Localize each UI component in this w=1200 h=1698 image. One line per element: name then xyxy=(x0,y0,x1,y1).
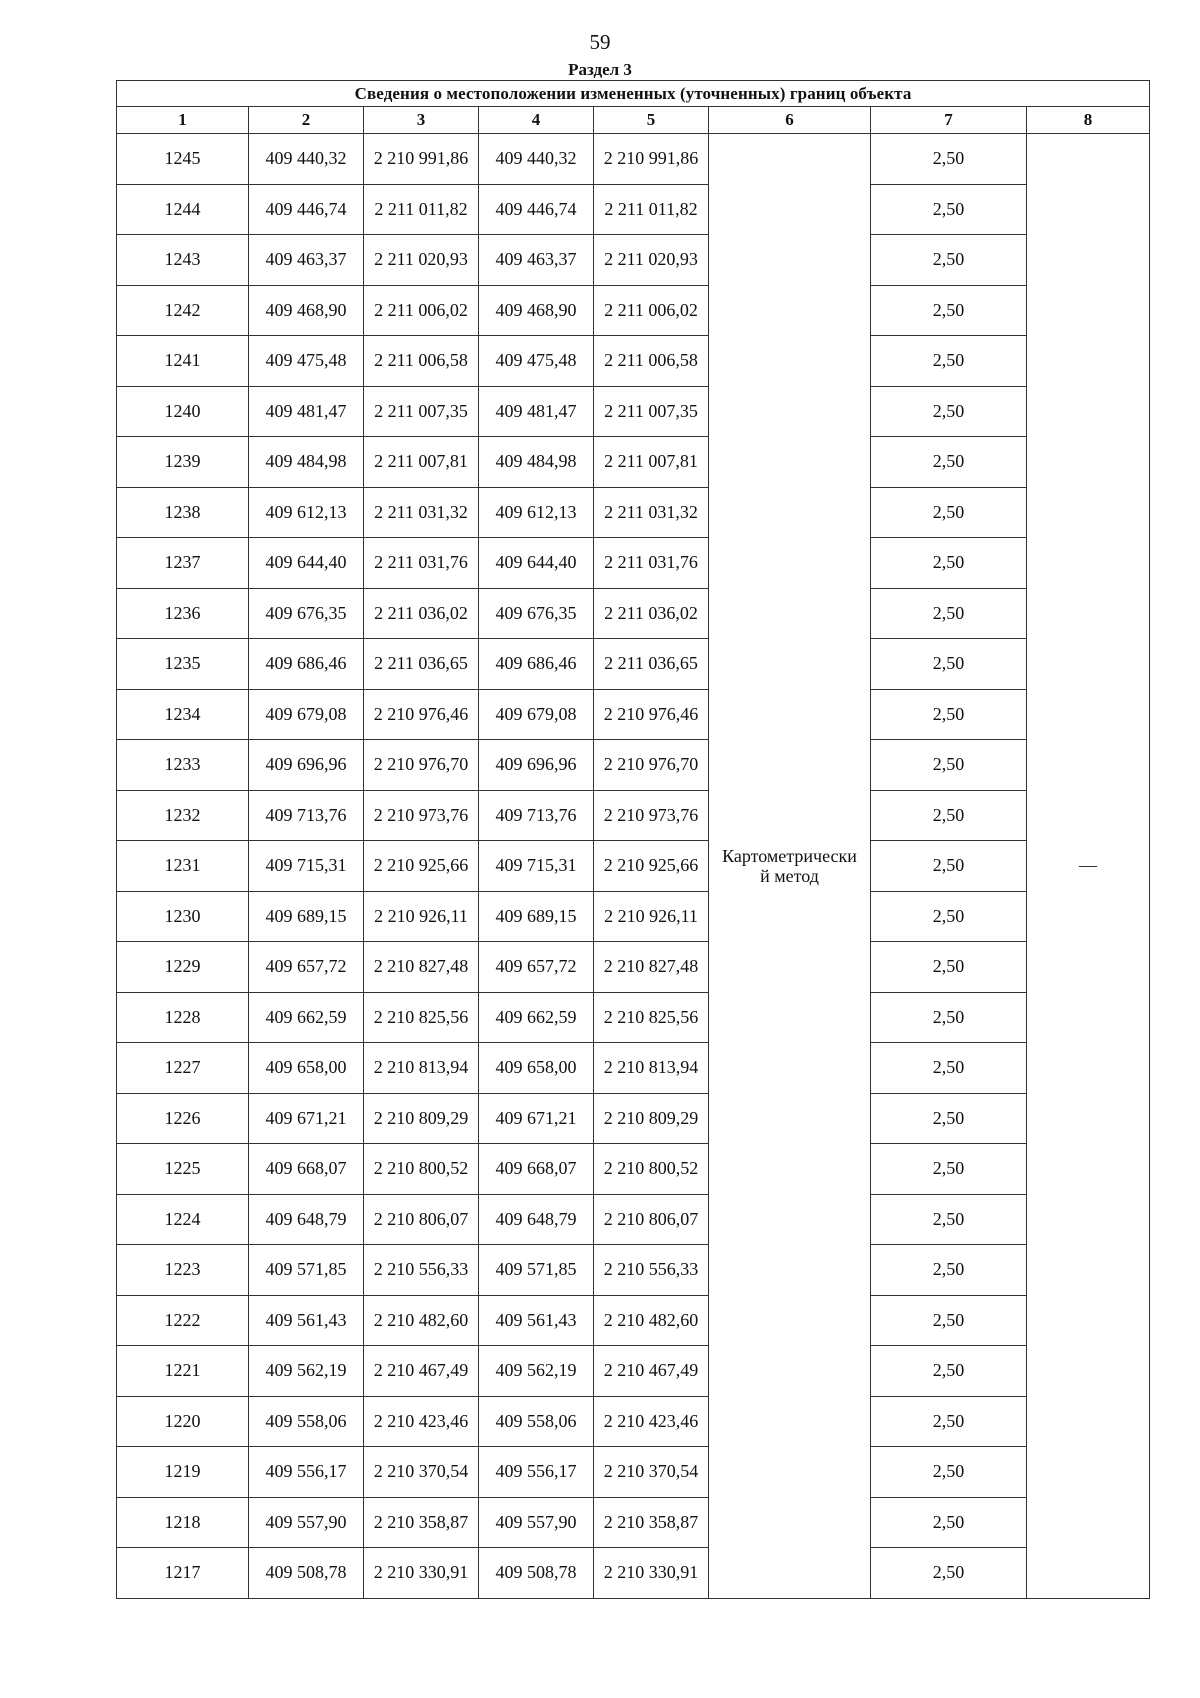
x-old-cell: 409 612,13 xyxy=(249,487,364,538)
y-old-cell: 2 211 011,82 xyxy=(364,184,479,235)
point-number-cell: 1242 xyxy=(117,285,249,336)
x-new-cell: 409 657,72 xyxy=(479,942,594,993)
x-new-cell: 409 713,76 xyxy=(479,790,594,841)
y-old-cell: 2 210 467,49 xyxy=(364,1346,479,1397)
table-row xyxy=(117,891,1150,942)
y-new-cell: 2 211 020,93 xyxy=(594,235,709,286)
y-new-cell: 2 211 006,02 xyxy=(594,285,709,336)
point-number-cell: 1234 xyxy=(117,689,249,740)
section-title: Раздел 3 xyxy=(568,60,632,79)
table-row xyxy=(117,134,1150,185)
x-old-cell: 409 562,19 xyxy=(249,1346,364,1397)
y-old-cell: 2 210 358,87 xyxy=(364,1497,479,1548)
accuracy-cell: 2,50 xyxy=(871,841,1027,892)
table-row xyxy=(117,1447,1150,1498)
y-old-cell: 2 211 031,32 xyxy=(364,487,479,538)
x-old-cell: 409 644,40 xyxy=(249,538,364,589)
point-number-cell: 1221 xyxy=(117,1346,249,1397)
point-number-cell: 1235 xyxy=(117,639,249,690)
y-old-cell: 2 211 036,65 xyxy=(364,639,479,690)
y-old-cell: 2 210 827,48 xyxy=(364,942,479,993)
x-new-cell: 409 562,19 xyxy=(479,1346,594,1397)
table-row xyxy=(117,740,1150,791)
point-number-cell: 1239 xyxy=(117,437,249,488)
y-old-cell: 2 210 809,29 xyxy=(364,1093,479,1144)
table-row xyxy=(117,689,1150,740)
point-number-cell: 1236 xyxy=(117,588,249,639)
x-new-cell: 409 557,90 xyxy=(479,1497,594,1548)
table-row xyxy=(117,336,1150,387)
y-new-cell: 2 210 976,70 xyxy=(594,740,709,791)
accuracy-cell: 2,50 xyxy=(871,992,1027,1043)
point-number-cell: 1245 xyxy=(117,134,249,185)
x-old-cell: 409 668,07 xyxy=(249,1144,364,1195)
x-old-cell: 409 463,37 xyxy=(249,235,364,286)
accuracy-cell: 2,50 xyxy=(871,942,1027,993)
table-row xyxy=(117,386,1150,437)
point-number-cell: 1232 xyxy=(117,790,249,841)
point-number-cell: 1224 xyxy=(117,1194,249,1245)
accuracy-cell: 2,50 xyxy=(871,336,1027,387)
point-number-cell: 1230 xyxy=(117,891,249,942)
y-old-cell: 2 211 007,35 xyxy=(364,386,479,437)
table-row xyxy=(117,1194,1150,1245)
y-new-cell: 2 210 358,87 xyxy=(594,1497,709,1548)
table-row xyxy=(117,639,1150,690)
column-header: 6 xyxy=(709,107,871,134)
accuracy-cell: 2,50 xyxy=(871,184,1027,235)
table-row xyxy=(117,1093,1150,1144)
y-new-cell: 2 211 036,65 xyxy=(594,639,709,690)
x-new-cell: 409 686,46 xyxy=(479,639,594,690)
x-old-cell: 409 696,96 xyxy=(249,740,364,791)
accuracy-cell: 2,50 xyxy=(871,1043,1027,1094)
y-new-cell: 2 210 827,48 xyxy=(594,942,709,993)
table-row xyxy=(117,1548,1150,1599)
y-old-cell: 2 211 031,76 xyxy=(364,538,479,589)
point-number-cell: 1243 xyxy=(117,235,249,286)
y-new-cell: 2 211 031,76 xyxy=(594,538,709,589)
x-old-cell: 409 648,79 xyxy=(249,1194,364,1245)
point-number-cell: 1217 xyxy=(117,1548,249,1599)
x-old-cell: 409 440,32 xyxy=(249,134,364,185)
y-old-cell: 2 210 926,11 xyxy=(364,891,479,942)
x-old-cell: 409 561,43 xyxy=(249,1295,364,1346)
y-new-cell: 2 210 926,11 xyxy=(594,891,709,942)
x-old-cell: 409 671,21 xyxy=(249,1093,364,1144)
x-old-cell: 409 558,06 xyxy=(249,1396,364,1447)
table-row xyxy=(117,184,1150,235)
x-old-cell: 409 662,59 xyxy=(249,992,364,1043)
x-old-cell: 409 446,74 xyxy=(249,184,364,235)
x-new-cell: 409 671,21 xyxy=(479,1093,594,1144)
column8-cell: — xyxy=(1027,134,1150,1599)
y-old-cell: 2 210 973,76 xyxy=(364,790,479,841)
point-number-cell: 1226 xyxy=(117,1093,249,1144)
x-new-cell: 409 662,59 xyxy=(479,992,594,1043)
point-number-cell: 1218 xyxy=(117,1497,249,1548)
y-new-cell: 2 211 006,58 xyxy=(594,336,709,387)
x-old-cell: 409 686,46 xyxy=(249,639,364,690)
accuracy-cell: 2,50 xyxy=(871,538,1027,589)
point-number-cell: 1241 xyxy=(117,336,249,387)
x-new-cell: 409 481,47 xyxy=(479,386,594,437)
y-old-cell: 2 210 370,54 xyxy=(364,1447,479,1498)
y-old-cell: 2 211 036,02 xyxy=(364,588,479,639)
x-new-cell: 409 571,85 xyxy=(479,1245,594,1296)
x-new-cell: 409 715,31 xyxy=(479,841,594,892)
y-new-cell: 2 210 330,91 xyxy=(594,1548,709,1599)
y-old-cell: 2 210 482,60 xyxy=(364,1295,479,1346)
point-number-cell: 1238 xyxy=(117,487,249,538)
table-row xyxy=(117,487,1150,538)
x-old-cell: 409 468,90 xyxy=(249,285,364,336)
table-row xyxy=(117,588,1150,639)
table-row xyxy=(117,285,1150,336)
x-old-cell: 409 689,15 xyxy=(249,891,364,942)
y-old-cell: 2 210 825,56 xyxy=(364,992,479,1043)
y-old-cell: 2 211 006,02 xyxy=(364,285,479,336)
x-new-cell: 409 676,35 xyxy=(479,588,594,639)
table-row xyxy=(117,1043,1150,1094)
accuracy-cell: 2,50 xyxy=(871,487,1027,538)
x-old-cell: 409 571,85 xyxy=(249,1245,364,1296)
point-number-cell: 1222 xyxy=(117,1295,249,1346)
x-new-cell: 409 612,13 xyxy=(479,487,594,538)
y-new-cell: 2 211 011,82 xyxy=(594,184,709,235)
y-new-cell: 2 210 813,94 xyxy=(594,1043,709,1094)
table-row xyxy=(117,538,1150,589)
x-old-cell: 409 508,78 xyxy=(249,1548,364,1599)
y-old-cell: 2 210 991,86 xyxy=(364,134,479,185)
x-old-cell: 409 556,17 xyxy=(249,1447,364,1498)
point-number-cell: 1233 xyxy=(117,740,249,791)
y-old-cell: 2 210 800,52 xyxy=(364,1144,479,1195)
point-number-cell: 1220 xyxy=(117,1396,249,1447)
accuracy-cell: 2,50 xyxy=(871,689,1027,740)
y-old-cell: 2 210 976,70 xyxy=(364,740,479,791)
column-header: 3 xyxy=(364,107,479,134)
point-number-cell: 1219 xyxy=(117,1447,249,1498)
x-old-cell: 409 475,48 xyxy=(249,336,364,387)
accuracy-cell: 2,50 xyxy=(871,1396,1027,1447)
table-caption: Сведения о местоположении измененных (уточненных) границ объекта xyxy=(117,81,1150,107)
x-new-cell: 409 644,40 xyxy=(479,538,594,589)
x-new-cell: 409 556,17 xyxy=(479,1447,594,1498)
y-new-cell: 2 210 825,56 xyxy=(594,992,709,1043)
table-row xyxy=(117,992,1150,1043)
page-number: 59 xyxy=(589,30,611,54)
point-number-cell: 1225 xyxy=(117,1144,249,1195)
x-new-cell: 409 561,43 xyxy=(479,1295,594,1346)
y-new-cell: 2 210 991,86 xyxy=(594,134,709,185)
y-new-cell: 2 210 976,46 xyxy=(594,689,709,740)
accuracy-cell: 2,50 xyxy=(871,1497,1027,1548)
accuracy-cell: 2,50 xyxy=(871,790,1027,841)
x-new-cell: 409 696,96 xyxy=(479,740,594,791)
x-old-cell: 409 658,00 xyxy=(249,1043,364,1094)
y-new-cell: 2 210 467,49 xyxy=(594,1346,709,1397)
point-number-cell: 1229 xyxy=(117,942,249,993)
column-header: 7 xyxy=(871,107,1027,134)
accuracy-cell: 2,50 xyxy=(871,285,1027,336)
x-old-cell: 409 715,31 xyxy=(249,841,364,892)
x-new-cell: 409 475,48 xyxy=(479,336,594,387)
accuracy-cell: 2,50 xyxy=(871,588,1027,639)
x-new-cell: 409 468,90 xyxy=(479,285,594,336)
y-new-cell: 2 211 031,32 xyxy=(594,487,709,538)
table-row xyxy=(117,437,1150,488)
x-old-cell: 409 676,35 xyxy=(249,588,364,639)
accuracy-cell: 2,50 xyxy=(871,1093,1027,1144)
y-new-cell: 2 211 036,02 xyxy=(594,588,709,639)
y-old-cell: 2 211 006,58 xyxy=(364,336,479,387)
x-old-cell: 409 713,76 xyxy=(249,790,364,841)
point-number-cell: 1223 xyxy=(117,1245,249,1296)
accuracy-cell: 2,50 xyxy=(871,1245,1027,1296)
y-old-cell: 2 210 556,33 xyxy=(364,1245,479,1296)
y-new-cell: 2 210 370,54 xyxy=(594,1447,709,1498)
y-old-cell: 2 210 925,66 xyxy=(364,841,479,892)
accuracy-cell: 2,50 xyxy=(871,1194,1027,1245)
method-cell: Картометрически й метод xyxy=(709,134,871,1599)
y-old-cell: 2 210 423,46 xyxy=(364,1396,479,1447)
point-number-cell: 1244 xyxy=(117,184,249,235)
table-row xyxy=(117,942,1150,993)
y-new-cell: 2 210 925,66 xyxy=(594,841,709,892)
y-new-cell: 2 210 423,46 xyxy=(594,1396,709,1447)
y-old-cell: 2 210 813,94 xyxy=(364,1043,479,1094)
column-header: 8 xyxy=(1027,107,1150,134)
table-row xyxy=(117,1346,1150,1397)
y-new-cell: 2 210 482,60 xyxy=(594,1295,709,1346)
table-row xyxy=(117,235,1150,286)
table-row xyxy=(117,790,1150,841)
table-row xyxy=(117,1144,1150,1195)
column-header: 2 xyxy=(249,107,364,134)
accuracy-cell: 2,50 xyxy=(871,1548,1027,1599)
accuracy-cell: 2,50 xyxy=(871,235,1027,286)
table-row xyxy=(117,1396,1150,1447)
x-new-cell: 409 668,07 xyxy=(479,1144,594,1195)
x-new-cell: 409 648,79 xyxy=(479,1194,594,1245)
y-new-cell: 2 210 806,07 xyxy=(594,1194,709,1245)
accuracy-cell: 2,50 xyxy=(871,134,1027,185)
x-old-cell: 409 481,47 xyxy=(249,386,364,437)
y-old-cell: 2 210 806,07 xyxy=(364,1194,479,1245)
x-new-cell: 409 558,06 xyxy=(479,1396,594,1447)
accuracy-cell: 2,50 xyxy=(871,891,1027,942)
point-number-cell: 1231 xyxy=(117,841,249,892)
accuracy-cell: 2,50 xyxy=(871,1295,1027,1346)
x-new-cell: 409 484,98 xyxy=(479,437,594,488)
accuracy-cell: 2,50 xyxy=(871,1447,1027,1498)
accuracy-cell: 2,50 xyxy=(871,1346,1027,1397)
x-new-cell: 409 508,78 xyxy=(479,1548,594,1599)
point-number-cell: 1237 xyxy=(117,538,249,589)
accuracy-cell: 2,50 xyxy=(871,639,1027,690)
x-new-cell: 409 446,74 xyxy=(479,184,594,235)
point-number-cell: 1240 xyxy=(117,386,249,437)
x-new-cell: 409 679,08 xyxy=(479,689,594,740)
y-new-cell: 2 210 809,29 xyxy=(594,1093,709,1144)
x-new-cell: 409 689,15 xyxy=(479,891,594,942)
table-row xyxy=(117,841,1150,892)
x-new-cell: 409 463,37 xyxy=(479,235,594,286)
table-row xyxy=(117,1497,1150,1548)
table-row xyxy=(117,1295,1150,1346)
x-old-cell: 409 679,08 xyxy=(249,689,364,740)
y-new-cell: 2 210 556,33 xyxy=(594,1245,709,1296)
y-new-cell: 2 211 007,35 xyxy=(594,386,709,437)
x-new-cell: 409 658,00 xyxy=(479,1043,594,1094)
accuracy-cell: 2,50 xyxy=(871,437,1027,488)
column-header: 1 xyxy=(117,107,249,134)
accuracy-cell: 2,50 xyxy=(871,1144,1027,1195)
boundary-coordinates-table xyxy=(116,80,1150,1599)
accuracy-cell: 2,50 xyxy=(871,740,1027,791)
column-header: 4 xyxy=(479,107,594,134)
y-old-cell: 2 210 976,46 xyxy=(364,689,479,740)
x-new-cell: 409 440,32 xyxy=(479,134,594,185)
y-new-cell: 2 210 800,52 xyxy=(594,1144,709,1195)
column-header: 5 xyxy=(594,107,709,134)
y-old-cell: 2 211 020,93 xyxy=(364,235,479,286)
accuracy-cell: 2,50 xyxy=(871,386,1027,437)
x-old-cell: 409 557,90 xyxy=(249,1497,364,1548)
point-number-cell: 1227 xyxy=(117,1043,249,1094)
y-old-cell: 2 211 007,81 xyxy=(364,437,479,488)
x-old-cell: 409 657,72 xyxy=(249,942,364,993)
y-old-cell: 2 210 330,91 xyxy=(364,1548,479,1599)
point-number-cell: 1228 xyxy=(117,992,249,1043)
y-new-cell: 2 210 973,76 xyxy=(594,790,709,841)
table-row xyxy=(117,1245,1150,1296)
y-new-cell: 2 211 007,81 xyxy=(594,437,709,488)
x-old-cell: 409 484,98 xyxy=(249,437,364,488)
